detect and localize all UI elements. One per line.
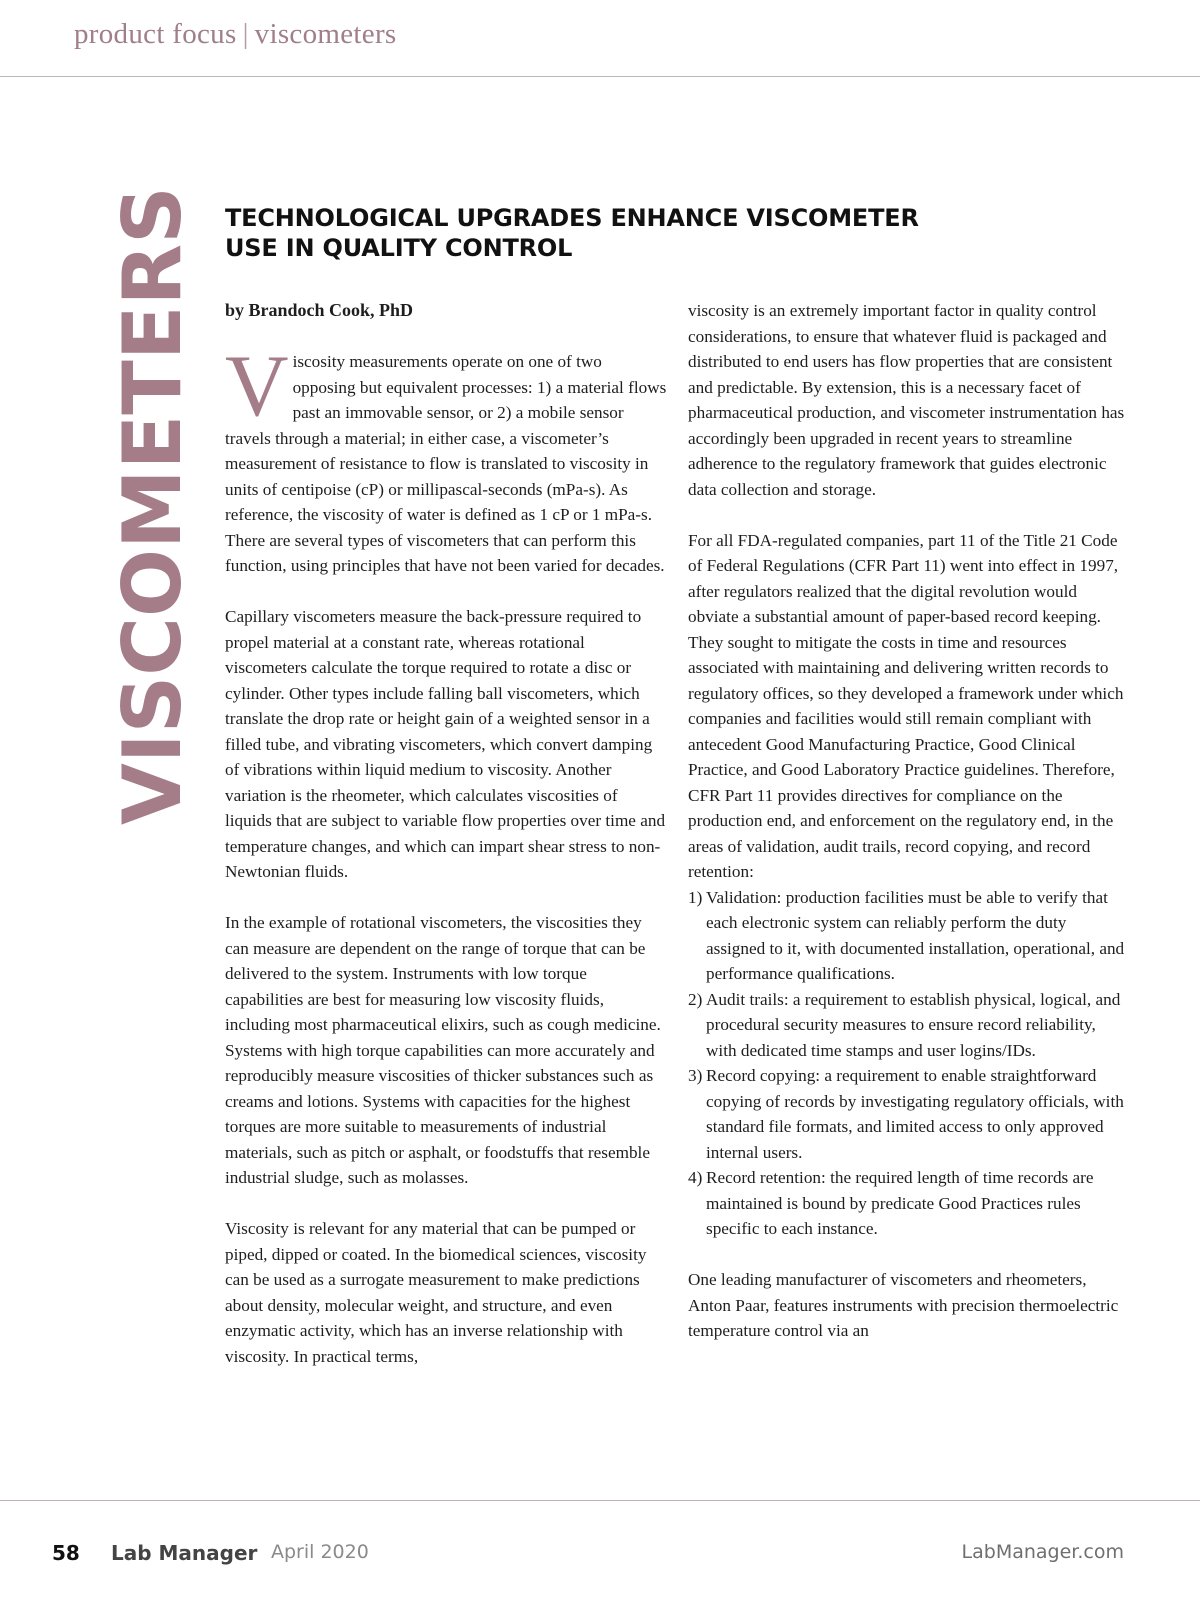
magazine-name: Lab Manager — [111, 1541, 258, 1565]
section-separator: | — [242, 18, 249, 50]
list-item — [688, 885, 1128, 987]
list-item — [688, 1165, 1128, 1242]
paragraph-1-text: iscosity measurements operate on one of two opposing but equivalent processes: 1) a material flows past an immovable sensor, or 2) a mobile sensor travels through a material; in either case, a viscometer’s measurement of resistance to flow is translated to viscosity in units of centipoise (cP) or millipascal-seconds (mPa-s). As reference, the viscosity of water is defined as 1 cP or 1 mPa-s. There are several types of viscometers that can perform this function, using principles that have not been varied for decades. — [225, 352, 667, 575]
footer-divider — [0, 1500, 1200, 1501]
list-item — [688, 987, 1128, 1064]
issue-date: April 2020 — [271, 1541, 369, 1563]
article-title-line-2: USE IN QUALITY CONTROL — [225, 234, 573, 262]
article-title-line-1: TECHNOLOGICAL UPGRADES ENHANCE VISCOMETER — [225, 204, 919, 232]
section-label — [74, 18, 397, 51]
vertical-section-tag-text: VISCOMETERS — [106, 186, 199, 825]
list-item-text: Record retention: the required length of time records are maintained is bound by predicate Good Practices rules specific to each instance. — [706, 1168, 1094, 1238]
vertical-section-tag — [106, 186, 199, 825]
page-footer — [52, 1541, 1124, 1571]
list-item-number: 2) — [688, 989, 703, 1009]
paragraph-7: One leading manufacturer of viscometers and rheometers, Anton Paar, features instruments with precision thermoelectric temperature control via an — [688, 1270, 1119, 1340]
list-item — [688, 1063, 1128, 1165]
article-column-left — [225, 298, 667, 1395]
paragraph-3: In the example of rotational viscometers, the viscosities they can measure are dependent on the range of torque that can be delivered to the system. Instruments with low torque capabilities are best for measuring low viscosity fluids, including most pharmaceutical elixirs, such as cough medicine. Systems with high torque capabilities can more accurately and reproducibly measure viscosities of thicker substances such as creams and lotions. Systems with capacities for the highest torques are more suitable to measurements of industrial materials, such as pitch or asphalt, or foodstuffs that resemble industrial sludge, such as molasses. — [225, 913, 661, 1187]
article-title — [225, 203, 925, 263]
paragraph-5: viscosity is an extremely important factor in quality control considerations, to ensure that whatever fluid is packaged and distributed to end users has flow properties that are consistent and predictable. By extension, this is a necessary facet of pharmaceutical production, and viscometer instrumentation has accordingly been upgraded in recent years to streamline adherence to the regulatory framework that guides electronic data collection and storage. — [688, 301, 1125, 499]
list-item-text: Validation: production facilities must be able to verify that each electronic system can reliably perform the duty assigned to it, with documented installation, operational, and performance qualifications. — [706, 887, 1125, 983]
page-header — [0, 0, 1200, 77]
section-topic: viscometers — [254, 18, 397, 50]
section-name: product focus — [74, 18, 237, 50]
drop-cap: V — [225, 338, 289, 435]
paragraph-4: Viscosity is relevant for any material that can be pumped or piped, dipped or coated. In the biomedical sciences, viscosity can be used as a surrogate measurement to make predictions about density, molecular weight, and structure, and even enzymatic activity, which has an inverse relationship with viscosity. In practical terms, — [225, 1219, 647, 1366]
article-column-right — [688, 298, 1128, 1369]
byline: by Brandoch Cook, PhD — [225, 300, 414, 320]
list-item-number: 1) — [688, 887, 703, 907]
paragraph-6: For all FDA-regulated companies, part 11 of the Title 21 Code of Federal Regulations (CFR Part 11) went into effect in 1997, after regulators realized that the digital revolution would obviate a substantial amount of paper-based record keeping. They sought to mitigate the costs in time and resources associated with maintaining and delivering written records to regulatory offices, so they developed a framework under which companies and facilities would still remain compliant with antecedent Good Manufacturing Practice, Good Clinical Practice, and Good Laboratory Practice guidelines. Therefore, CFR Part 11 provides directives for compliance on the production end, and enforcement on the regulatory end, in the areas of validation, audit trails, record copying, and record retention: — [688, 530, 1124, 881]
list-item-number: 3) — [688, 1066, 703, 1085]
list-item-number: 4) — [688, 1168, 703, 1187]
paragraph-2: Capillary viscometers measure the back-pressure required to propel material at a constant rate, whereas rotational viscometers calculate the torque required to rotate a disc or cylinder. Other types include falling ball viscometers, which translate the drop rate or height gain of a weighted sensor in a filled tube, and vibrating viscometers, which convert damping of vibrations within liquid medium to viscosity. Another variation is the rheometer, which calculates viscosities of liquids that are subject to variable flow properties over time and temperature changes, and which can impart shear stress to non-Newtonian fluids. — [225, 607, 666, 881]
page-number: 58 — [52, 1541, 80, 1565]
website-link[interactable]: LabManager.com — [961, 1541, 1124, 1563]
cfr-requirements-list — [688, 885, 1128, 1242]
paragraph-1 — [225, 338, 667, 579]
list-item-text: Audit trails: a requirement to establish physical, logical, and procedural security measures to ensure record reliability, with dedicated time stamps and user logins/IDs. — [706, 989, 1121, 1060]
list-item-text: Record copying: a requirement to enable straightforward copying of records by investigating regulatory officials, with standard file formats, and limited access to only approved internal users. — [706, 1066, 1124, 1162]
